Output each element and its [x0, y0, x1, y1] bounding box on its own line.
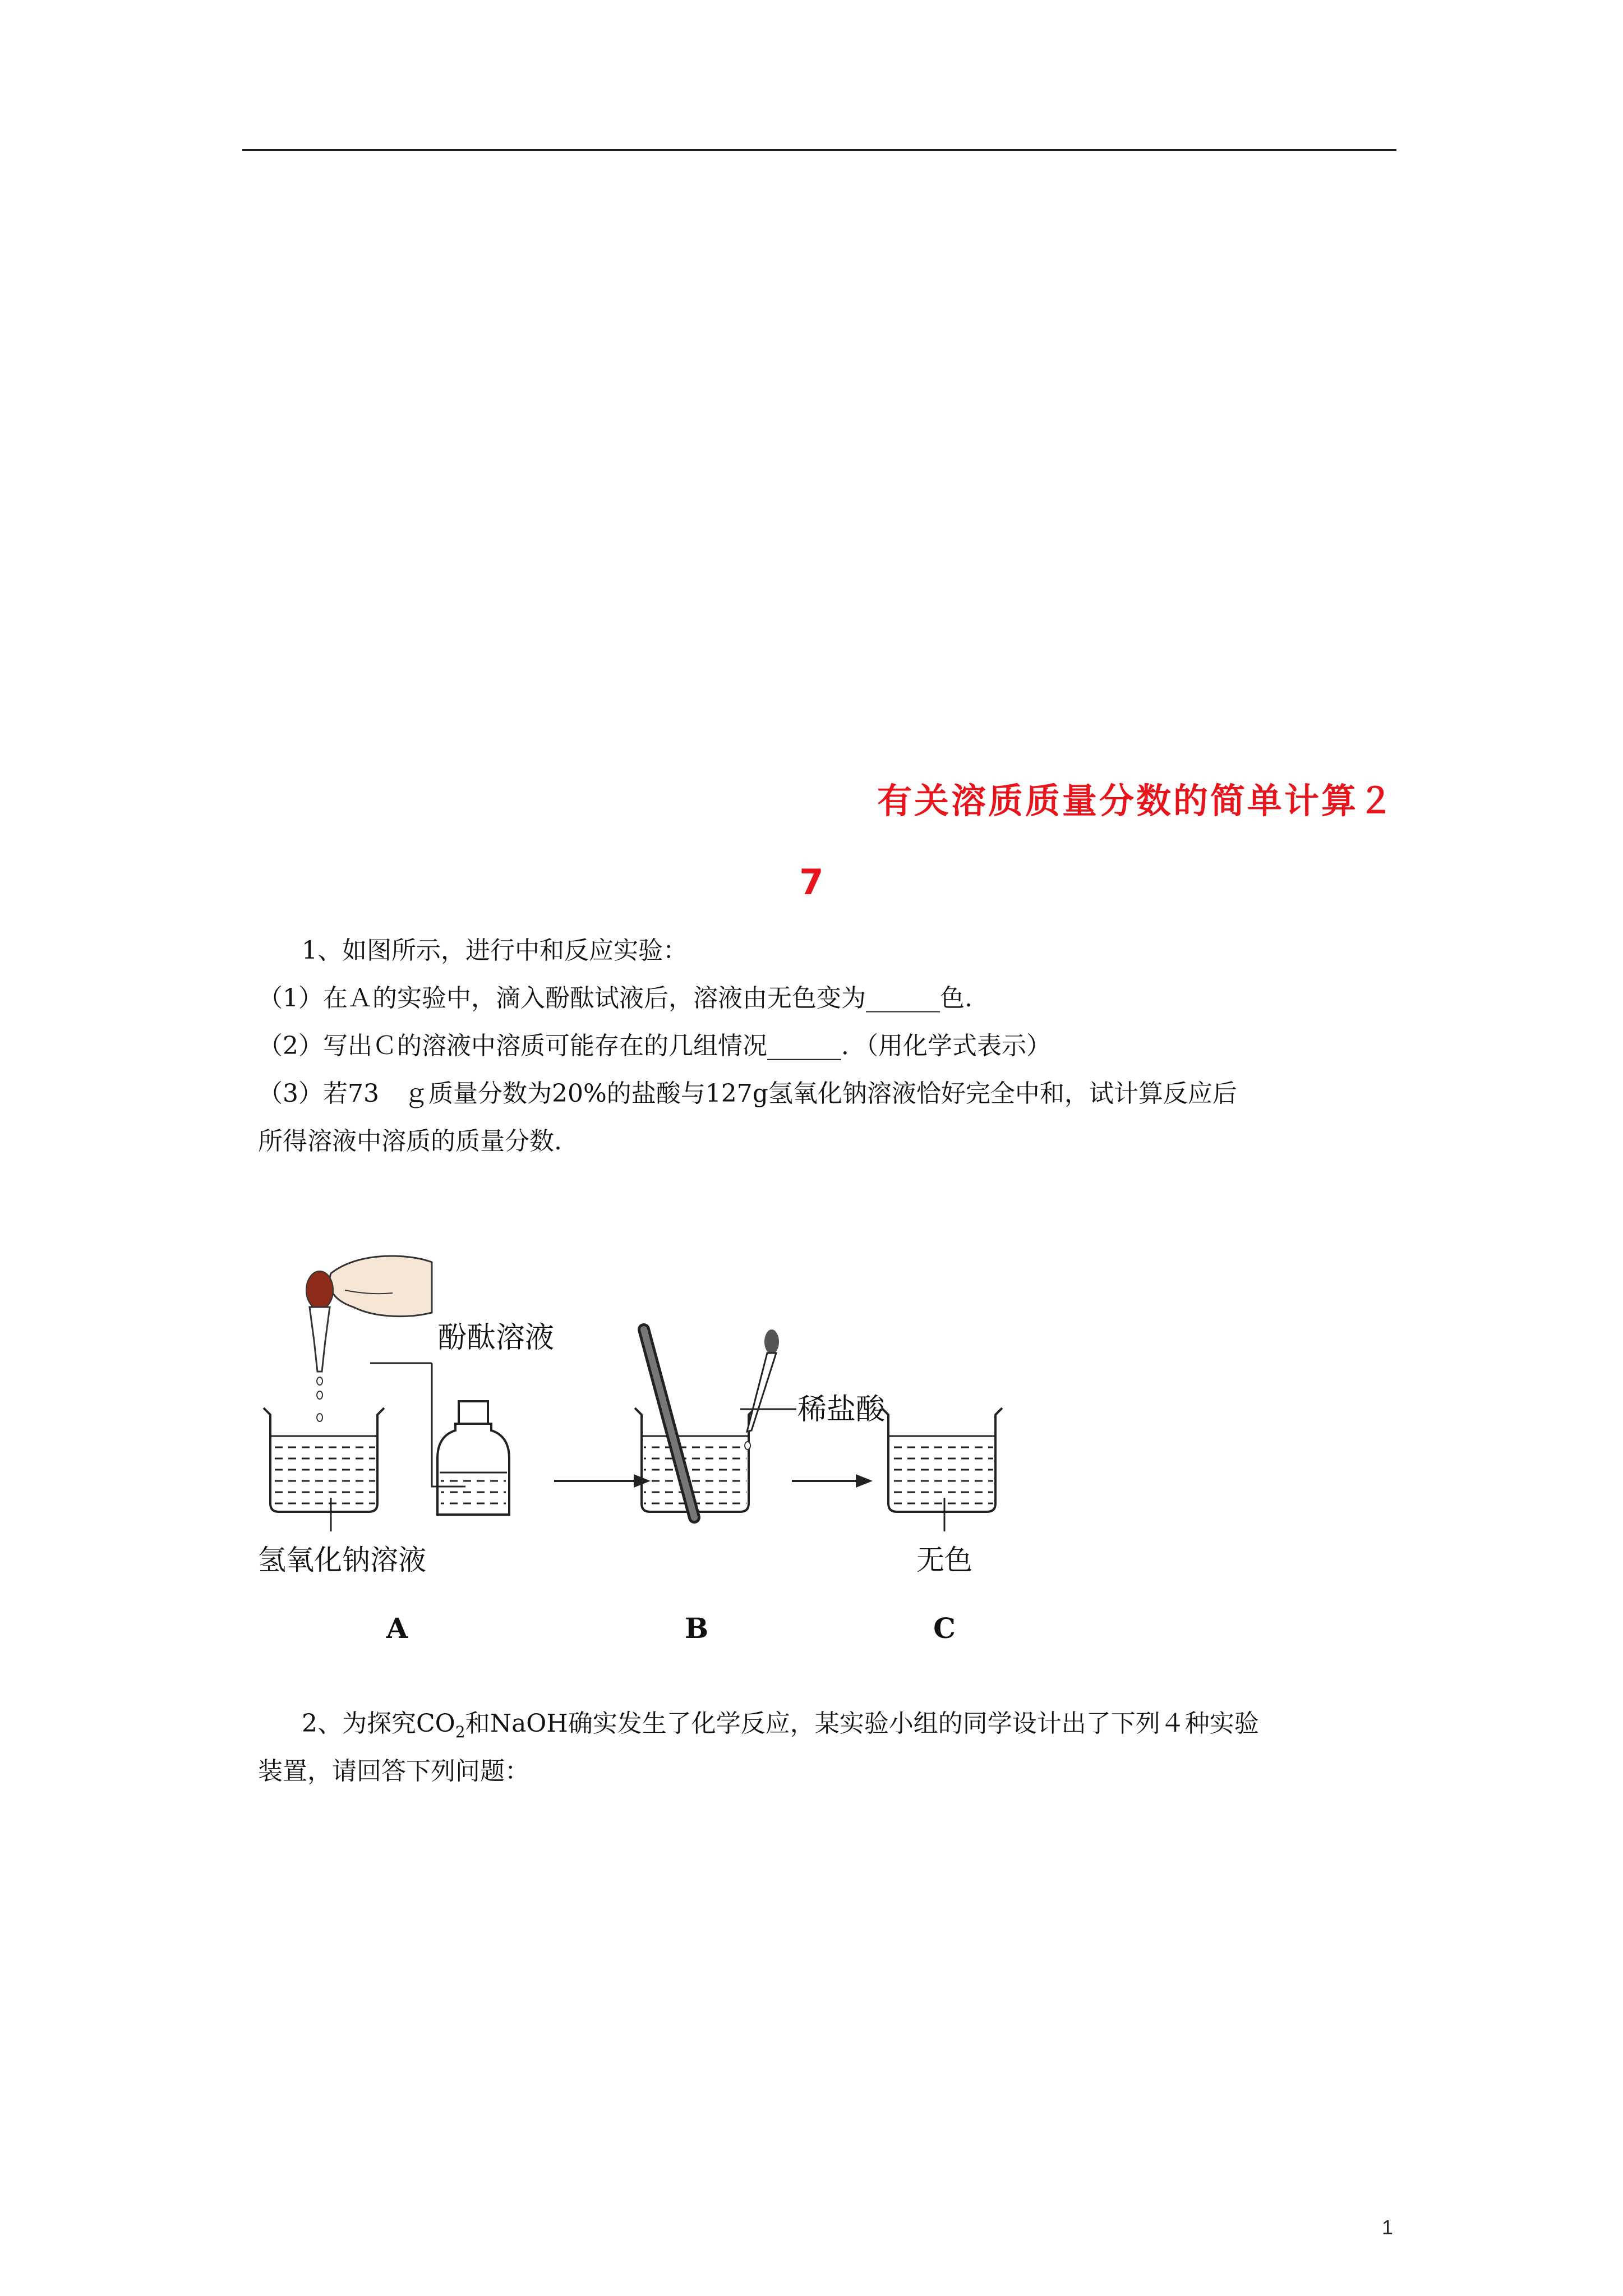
header-rule [242, 149, 1396, 151]
naoh-formula: NaOH [490, 1709, 568, 1738]
reagent-bottle [370, 1363, 509, 1515]
beaker-b [635, 1408, 755, 1512]
co2-base: CO [416, 1709, 455, 1738]
question-2-text-c: 确实发生了化学反应，某实验小组的同学设计出了下列４种实验 [568, 1709, 1259, 1738]
hand-illustration [329, 1256, 432, 1317]
label-a: A [386, 1612, 408, 1645]
question-2-line-2: 装置，请回答下列问题： [258, 1757, 529, 1786]
question-1-part-3-continued: 所得溶液中溶质的质量分数. [258, 1127, 562, 1156]
page-number: 1 [1381, 2216, 1393, 2239]
question-1-part-1: （1）在Ａ的实验中，滴入酚酞试液后，溶液由无色变为______色. [258, 984, 972, 1013]
arrow-b-to-c [792, 1474, 873, 1488]
question-2-text-a: 2、为探究 [302, 1709, 416, 1738]
arrow-a-to-b [554, 1474, 651, 1488]
dropper-icon [306, 1271, 333, 1385]
label-naoh-solution: 氢氧化钠溶液 [258, 1544, 426, 1576]
label-colorless: 无色 [916, 1544, 972, 1576]
label-phenolphthalein: 酚酞溶液 [437, 1321, 555, 1355]
beaker-a [264, 1391, 384, 1531]
beaker-c [882, 1408, 1002, 1531]
label-c: C [933, 1612, 956, 1645]
question-1-part-3: （3）若73 ｇ质量分数为20%的盐酸与127g氢氧化钠溶液恰好完全中和，试计算反应后 [258, 1079, 1237, 1108]
question-1-stem: 1、如图所示，进行中和反应实验： [302, 936, 688, 965]
label-dilute-hcl: 稀盐酸 [797, 1393, 886, 1427]
document-title: 有关溶质质量分数的简单计算２ [877, 780, 1395, 821]
co2-subscript: 2 [455, 1722, 465, 1741]
experiment-figure [247, 1251, 1088, 1655]
question-2-text-b: 和 [465, 1709, 490, 1738]
co2-formula [416, 1709, 465, 1741]
label-b: B [684, 1612, 709, 1645]
question-1-part-2: （2）写出Ｃ的溶液中溶质可能存在的几组情况______．（用化学式表示） [258, 1032, 1051, 1060]
dropper-b-icon [745, 1329, 779, 1450]
document-title-continued: 7 [799, 862, 824, 903]
